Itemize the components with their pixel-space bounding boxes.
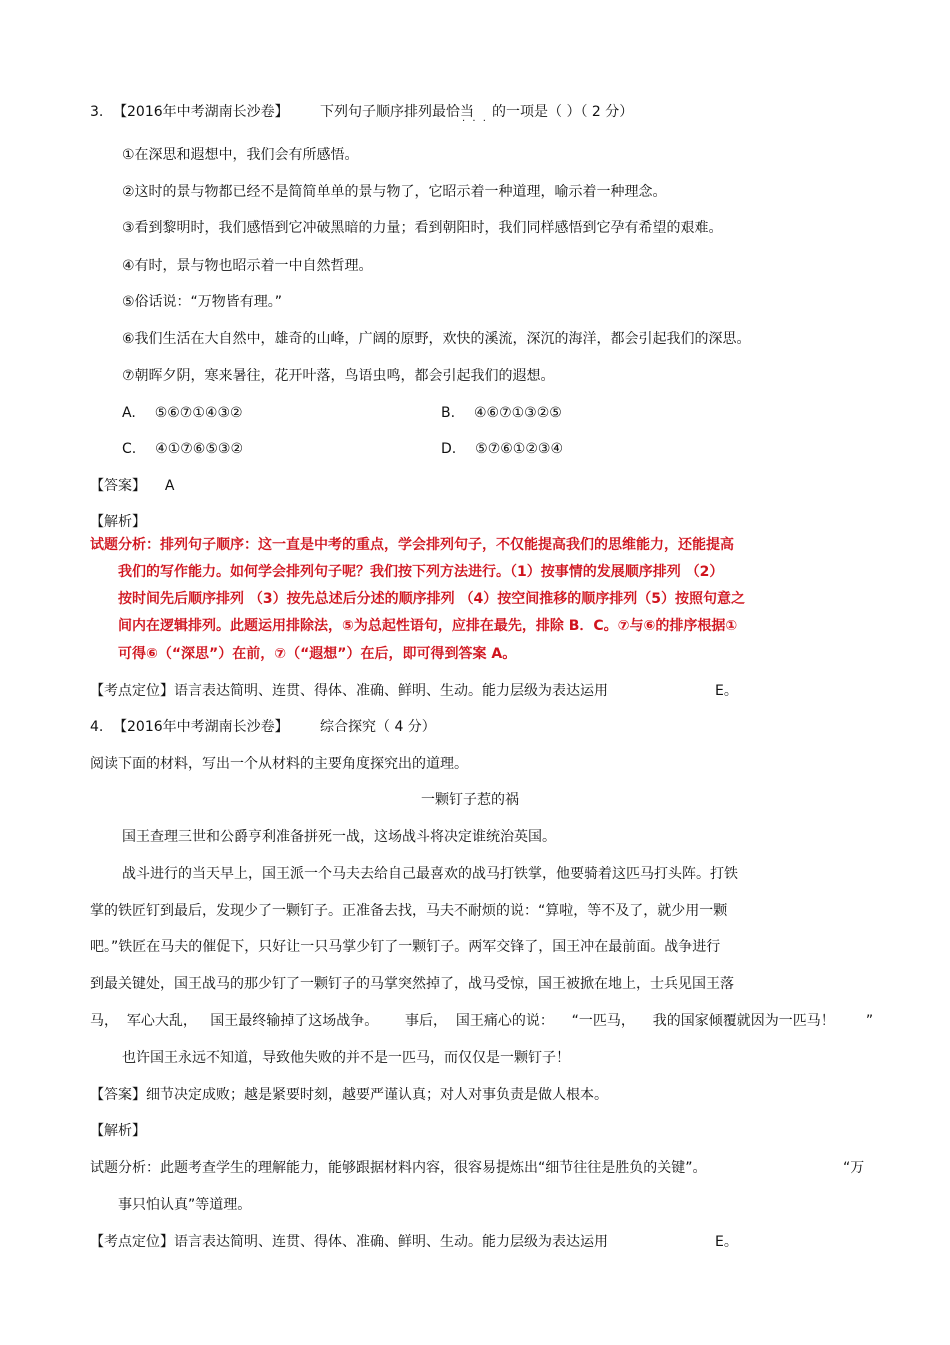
option-text: ④⑥⑦①③②⑤ [473,405,562,421]
q4-story-line-2: 战斗进行的当天早上，国王派一个马夫去给自己最喜欢的战马打铁掌，他要骑着这匹马打头阵。打铁 [122,866,738,882]
q3-kaodian-level: E。 [715,683,738,699]
q3-option-d [441,440,563,458]
q3-stem-emph: 恰当 [446,104,474,120]
q3-sentence-3: ③看到黎明时，我们感悟到它冲破黑暗的力量；看到朝阳时，我们同样感悟到它孕有希望的艰难。 [122,220,723,236]
q4-story-title: 一颗钉子惹的祸 [421,792,519,808]
q4-analysis-line-1-tail: “万 [843,1160,865,1176]
q3-sentence-7: ⑦朝晖夕阴，寒来暑往，花开叶落，鸟语虫鸣，都会引起我们的遐想。 [122,368,555,384]
option-letter: D. [441,441,457,457]
q3-answer [90,477,174,495]
q3-option-b [441,404,562,422]
q4-story-line-6: 马， 军心大乱， 国王最终输掉了这场战争。 事后， 国王痛心的说： “一匹马， 我的国家倾覆就因为一匹马！ ” [90,1013,874,1029]
q4-analysis-label: 【解析】 [90,1123,146,1139]
q4-story-line-5: 到最关键处，国王战马的那少钉了一颗钉子的马掌突然掉了，战马受惊，国王被掀在地上，士兵见国王落 [90,976,734,992]
q4-number: 4. [90,719,104,735]
q4-story-line-1: 国王查理三世和公爵亨利准备拼死一战，这场战斗将决定谁统治英国。 [122,829,556,845]
q3-stem-post: 的一项是（ ）（ 2 分） [492,104,634,120]
q3-sentence-4: ④有时，景与物也昭示着一中自然哲理。 [122,258,373,274]
q3-analysis-line-5: 可得⑥（“深思”）在前，⑦（“遐想”）在后，即可得到答案 A。 [118,646,517,662]
q3-analysis-line-3: 按时间先后顺序排列 （3）按先总述后分述的顺序排列 （4）按空间推移的顺序排列（5）按照句意之 [118,591,745,607]
q3-sentence-5: ⑤俗话说：“万物皆有理。” [122,294,283,310]
q4-stem: 综合探究（ 4 分） [320,719,436,735]
q3-option-a [122,404,243,422]
q3-analysis-line-4: 间内在逻辑排列。此题运用排除法，⑤为总起性语句，应排在最先，排除 B．C。⑦与⑥的排序根据① [118,618,738,634]
q4-kaodian: 【考点定位】语言表达简明、连贯、得体、准确、鲜明、生动。能力层级为表达运用 [90,1234,608,1250]
answer-value: A [164,478,175,494]
q4-source: 【2016年中考湖南长沙卷】 [113,719,289,735]
q3-analysis-line-1: 试题分析：排列句子顺序：这一直是中考的重点，学会排列句子，不仅能提高我们的思维能力，还能提高 [90,537,734,553]
q4-analysis-line-2: 事只怕认真”等道理。 [118,1197,252,1213]
q4-analysis-line-1: 试题分析：此题考查学生的理解能力，能够跟据材料内容，很容易提炼出“细节往往是胜负的关键”。 [90,1160,707,1176]
q3-stem-pre: 下列句子顺序排列最 [320,104,446,120]
q3-kaodian: 【考点定位】语言表达简明、连贯、得体、准确、鲜明、生动。能力层级为表达运用 [90,683,608,699]
answer-label: 【答案】 [90,478,146,494]
q3-sentence-1: ①在深思和遐想中，我们会有所感悟。 [122,147,359,163]
q3-analysis-label: 【解析】 [90,514,146,530]
q4-story-line-7: 也许国王永远不知道，导致他失败的并不是一匹马，而仅仅是一颗钉子！ [122,1050,570,1066]
option-letter: C. [122,441,137,457]
emphasis-dots: · · · [462,116,488,127]
q3-number: 3. [90,104,104,120]
q4-answer: 【答案】细节决定成败；越是紧要时刻，越要严谨认真；对人对事负责是做人根本。 [90,1087,608,1103]
q3-sentence-6: ⑥我们生活在大自然中，雄奇的山峰，广阔的原野，欢快的溪流，深沉的海洋，都会引起我们的深思。 [122,331,751,347]
q3-sentence-2: ②这时的景与物都已经不是简简单单的景与物了，它昭示着一种道理，喻示着一种理念。 [122,184,667,200]
option-letter: B. [441,405,456,421]
option-text: ⑤⑦⑥①②③④ [475,441,563,457]
q3-option-c [122,440,243,458]
option-text: ④①⑦⑥⑤③② [155,441,243,457]
q4-story-line-4: 吧。”铁匠在马夫的催促下，只好让一只马掌少钉了一颗钉子。两军交锋了，国王冲在最前面。战争进行 [90,939,721,955]
q3-source: 【2016年中考湖南长沙卷】 [113,104,289,120]
q4-story-line-3: 掌的铁匠钉到最后，发现少了一颗钉子。正准备去找，马夫不耐烦的说：“算啦，等不及了，就少用一颗 [90,903,728,919]
option-text: ⑤⑥⑦①④③② [154,405,243,421]
option-letter: A. [122,405,136,421]
q4-instruction: 阅读下面的材料，写出一个从材料的主要角度探究出的道理。 [90,756,468,772]
q3-analysis-line-2: 我们的写作能力。如何学会排列句子呢？我们按下列方法进行。（1）按事情的发展顺序排列 （2） [118,564,724,580]
q4-kaodian-level: E。 [715,1234,738,1250]
